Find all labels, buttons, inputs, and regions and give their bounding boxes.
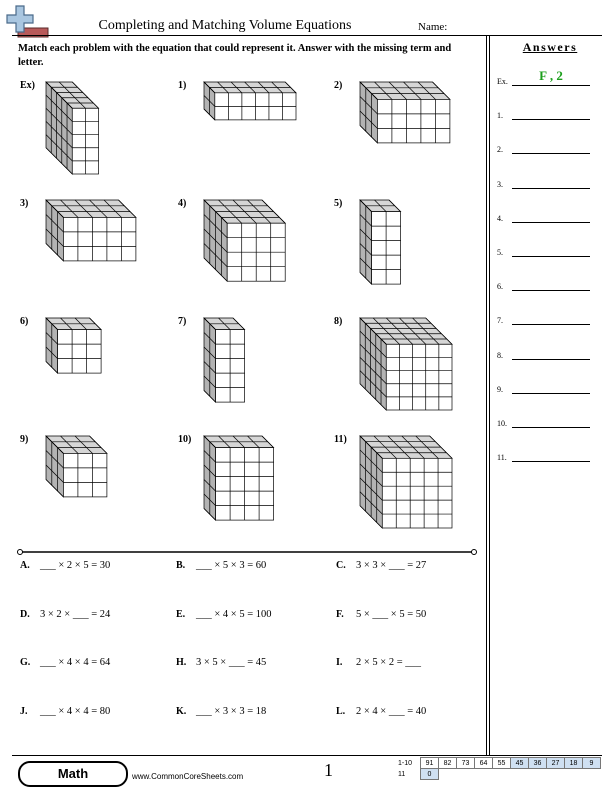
answer-row[interactable] (497, 277, 607, 291)
cube-figure (360, 200, 403, 286)
answer-row[interactable] (497, 414, 607, 428)
equation-letter: A. (20, 560, 30, 571)
site-link[interactable]: www.CommonCoreSheets.com (132, 772, 244, 781)
answer-label: 4. (497, 213, 503, 223)
problem-label: 6) (20, 316, 29, 327)
equation-text: ___ × 2 × 5 = 30 (40, 560, 111, 571)
score-cell: 64 (475, 758, 493, 769)
cube-figure (46, 436, 109, 499)
score-cell: 18 (565, 758, 583, 769)
problem-label: 2) (334, 80, 343, 91)
equation-text: ___ × 4 × 5 = 100 (196, 608, 272, 620)
score-cell: 27 (547, 758, 565, 769)
equation-letter: B. (176, 560, 186, 571)
score-cell: 82 (439, 758, 457, 769)
answer-line[interactable] (512, 324, 590, 325)
answer-label: 1. (497, 111, 503, 121)
score-row (398, 769, 601, 780)
cube-figure (204, 318, 247, 404)
answer-label: Ex. (497, 77, 508, 86)
answer-label: 6. (497, 282, 503, 292)
score-table (398, 757, 601, 780)
score-row-label: 1-10 (398, 759, 413, 767)
equation-text: 5 × ___ × 5 = 50 (356, 608, 427, 620)
equation-text: ___ × 4 × 4 = 64 (40, 657, 111, 668)
answer-value: F , 2 (539, 68, 563, 83)
equation-letter: H. (176, 657, 187, 668)
equation-letter: J. (20, 705, 28, 717)
score-cell: 73 (457, 758, 475, 769)
score-cell: 91 (421, 758, 439, 769)
equation-text: 3 × 5 × ___ = 45 (196, 657, 267, 668)
problem-label: 10) (178, 434, 192, 445)
score-cell: 36 (529, 758, 547, 769)
equation-letter: I. (336, 657, 343, 668)
equation-letter: F. (336, 608, 344, 620)
answer-row[interactable] (497, 106, 607, 120)
equation-letter: G. (20, 657, 31, 668)
answer-label: 8. (497, 350, 503, 360)
answer-label: 10. (497, 419, 507, 428)
equation-text: ___ × 3 × 3 = 18 (196, 705, 267, 717)
equation-text: ___ × 5 × 3 = 60 (196, 560, 267, 571)
equation-text: 2 × 5 × 2 = ___ (356, 657, 422, 668)
answer-row[interactable] (497, 448, 607, 462)
answer-row[interactable] (497, 380, 607, 394)
cube-figure (204, 436, 276, 522)
equation-text: 3 × 2 × ___ = 24 (40, 608, 111, 620)
score-cell: 45 (511, 758, 529, 769)
answer-line[interactable] (512, 256, 590, 257)
problem-label: 5) (334, 198, 343, 209)
problem-label: 8) (334, 316, 343, 327)
answer-label: 11. (497, 453, 507, 463)
answer-line[interactable] (512, 119, 590, 120)
name-label: Name: (418, 21, 448, 33)
problem-label: 11) (334, 434, 347, 445)
equation-letter: E. (176, 608, 186, 620)
score-cell: 0 (421, 769, 439, 780)
answer-row[interactable] (497, 346, 607, 360)
equation-letter: L. (336, 705, 346, 717)
section-divider (16, 548, 478, 556)
cube-figure (204, 200, 287, 283)
cube-figure (360, 436, 454, 530)
score-cell: 9 (583, 758, 601, 769)
cube-figure (360, 82, 452, 145)
math-logo: Math (18, 761, 128, 787)
instructions: Match each problem with the equation that could represent it. Answer with the missing term and letter. (18, 43, 452, 68)
answer-label: 3. (497, 179, 503, 189)
column-divider (486, 35, 487, 755)
cube-figure (204, 82, 298, 122)
equation-letter: D. (20, 608, 30, 620)
problem-label: 1) (178, 80, 187, 91)
answer-line[interactable] (512, 359, 590, 360)
answer-line[interactable] (512, 85, 590, 86)
page-number: 1 (324, 760, 333, 780)
answer-label: 7. (497, 316, 503, 326)
answer-line[interactable] (512, 188, 590, 189)
equation-text: 3 × 3 × ___ = 27 (356, 560, 427, 571)
cube-figure (360, 318, 454, 412)
answers-title: Answers (522, 40, 578, 54)
page-title: Completing and Matching Volume Equations (98, 18, 352, 33)
equation-letter: C. (336, 560, 346, 571)
answer-line[interactable] (512, 222, 590, 223)
answer-row[interactable] (497, 140, 607, 154)
cube-figure (46, 318, 103, 375)
equation-text: ___ × 4 × 4 = 80 (40, 705, 111, 717)
answer-row[interactable] (497, 311, 607, 325)
answer-line[interactable] (512, 461, 590, 462)
problem-label: Ex) (20, 80, 35, 91)
score-row-label: 11 (398, 770, 406, 778)
answer-line[interactable] (512, 427, 590, 428)
cube-figure (46, 200, 138, 263)
answer-row[interactable] (497, 68, 607, 86)
answer-label: 2. (497, 145, 503, 155)
problem-label: 7) (178, 316, 187, 327)
answer-row[interactable] (497, 243, 607, 257)
answer-label: 9. (497, 384, 503, 394)
answer-row[interactable] (497, 209, 607, 223)
equation-text: 2 × 4 × ___ = 40 (356, 705, 427, 717)
answer-row[interactable] (497, 175, 607, 189)
problem-label: 3) (20, 198, 29, 209)
score-row (398, 758, 601, 769)
answer-line[interactable] (512, 393, 590, 394)
answer-line[interactable] (512, 290, 590, 291)
column-divider-2 (489, 35, 490, 755)
equation-letter: K. (176, 705, 187, 717)
header-rule (12, 35, 602, 36)
footer-rule (12, 755, 602, 756)
cube-figure (46, 82, 101, 176)
problem-label: 9) (20, 434, 29, 445)
score-cell: 55 (493, 758, 511, 769)
answer-label: 5. (497, 248, 503, 257)
problem-label: 4) (178, 198, 187, 209)
answer-line[interactable] (512, 153, 590, 154)
